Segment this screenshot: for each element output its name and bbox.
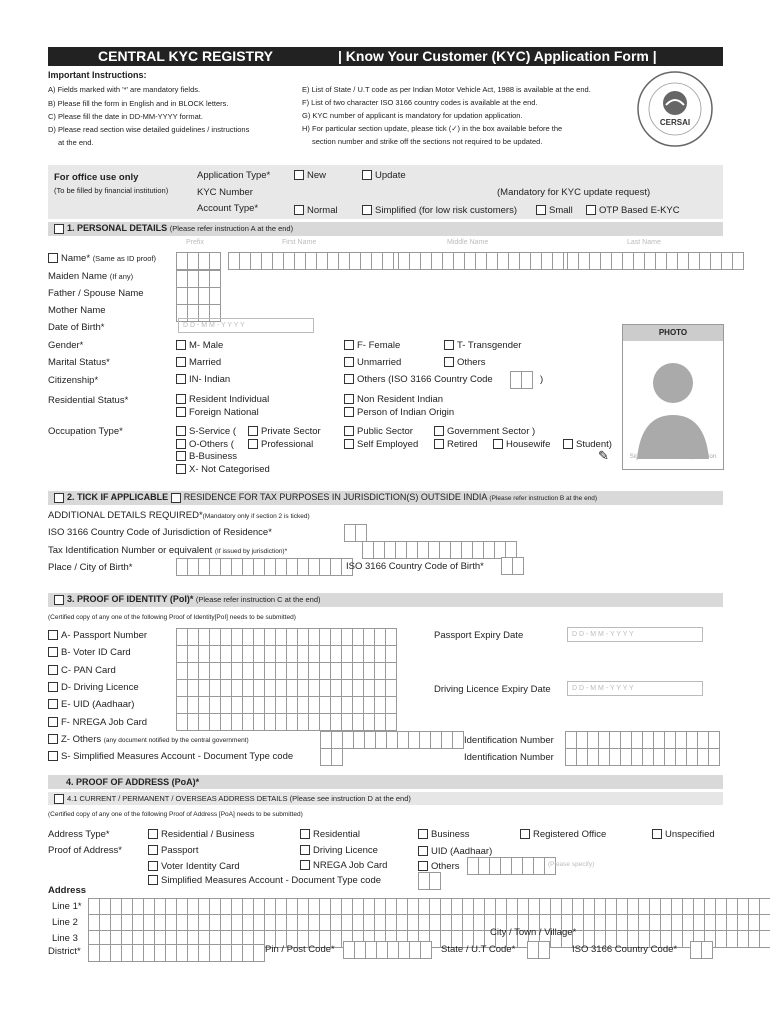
poa-passport-checkbox[interactable] <box>148 845 158 855</box>
dl-expiry-boxes[interactable]: D D - M M - Y Y Y Y <box>567 681 703 696</box>
line3-label: Line 3 <box>52 933 78 944</box>
char-box[interactable] <box>209 252 221 270</box>
nrega-checkbox[interactable] <box>48 717 58 727</box>
char-box[interactable] <box>209 287 221 305</box>
char-box[interactable] <box>253 944 265 962</box>
poa-others-boxes[interactable] <box>467 857 555 875</box>
dob-boxes[interactable]: D D - M M - Y Y Y Y <box>178 318 314 333</box>
district-label: District* <box>48 946 81 957</box>
addr-registered[interactable]: Registered Office <box>520 829 606 840</box>
acct-otp[interactable]: OTP Based E-KYC <box>586 205 680 216</box>
pin-label: Pin / Post Code* <box>265 944 335 955</box>
name-label: Name* (Same as ID proof) <box>48 253 156 264</box>
addr-res-business-checkbox[interactable] <box>148 829 158 839</box>
residential-label: Residential Status* <box>48 395 129 406</box>
section3-checkbox[interactable] <box>54 595 64 605</box>
col-prefix: Prefix <box>186 239 204 246</box>
poa-others-checkbox[interactable] <box>418 861 428 871</box>
iso-birth-label: ISO 3166 Country Code of Birth* <box>346 561 484 572</box>
char-box[interactable] <box>355 524 367 542</box>
char-box[interactable] <box>385 628 397 646</box>
poi-nrega[interactable]: F- NREGA Job Card <box>48 717 147 728</box>
name-last-boxes[interactable] <box>567 252 743 270</box>
city-label: City / Town / Village* <box>490 927 577 938</box>
place-of-birth-boxes[interactable] <box>176 558 352 576</box>
char-box[interactable] <box>209 270 221 288</box>
passport-expiry-boxes[interactable]: D D - M M - Y Y Y Y <box>567 627 703 642</box>
acct-normal[interactable]: Normal <box>294 205 338 216</box>
instruction-d: D) Please read section wise detailed guidelines / instructions <box>48 125 250 134</box>
kyc-note: (Mandatory for KYC update request) <box>497 187 651 198</box>
driving-boxes[interactable] <box>176 679 396 697</box>
new-checkbox[interactable] <box>294 170 304 180</box>
gender-label: Gender* <box>48 340 84 351</box>
poa-simplified-checkbox[interactable] <box>148 875 158 885</box>
svg-text:CERSAI: CERSAI <box>659 118 691 127</box>
char-box[interactable] <box>512 557 524 575</box>
poa-simplified-boxes[interactable] <box>418 872 440 890</box>
passport-boxes[interactable] <box>176 628 396 646</box>
poi-others-boxes[interactable] <box>320 731 463 749</box>
maiden-prefix-boxes[interactable] <box>176 270 220 288</box>
instructions-heading: Important Instructions: <box>48 70 147 80</box>
pan-boxes[interactable] <box>176 662 396 680</box>
ident2-label: Identification Number <box>464 752 554 763</box>
col-first-name: First Name <box>282 239 317 246</box>
pin-boxes[interactable] <box>343 941 431 959</box>
gender-female[interactable]: F- Female <box>344 340 400 351</box>
section2-title[interactable]: 2. TICK IF APPLICABLE RESIDENCE FOR TAX PURPOSES IN JURISDICTION(S) OUTSIDE INDIA (Please refer instruction B at the end) <box>54 492 597 503</box>
update-checkbox[interactable] <box>362 170 372 180</box>
poa-certified: (Certified copy of any one of the following Proof of Address [PoA] needs to be submitted) <box>48 811 303 818</box>
char-box[interactable] <box>331 748 343 766</box>
iso-jurisdiction-boxes[interactable] <box>344 524 366 542</box>
res-resident[interactable]: Resident Individual <box>176 394 269 405</box>
occ-self-employed[interactable]: Self Employed <box>344 439 418 450</box>
poi-certified: (Certified copy of any one of the following Proof of Identity[PoI] needs to be submitted) <box>48 614 296 621</box>
char-box[interactable] <box>701 941 713 959</box>
occ-not-categorised[interactable]: X- Not Categorised <box>176 464 270 475</box>
instruction-c: C) Please fill the date in DD-MM-YYYY format. <box>48 112 203 121</box>
iso-jurisdiction-label: ISO 3166 Country Code of Jurisdiction of Residence* <box>48 527 272 538</box>
addr-business-checkbox[interactable] <box>418 829 428 839</box>
father-label: Father / Spouse Name <box>48 288 144 299</box>
poa-simplified[interactable]: Simplified Measures Account - Document Type code <box>148 875 381 886</box>
voter-checkbox[interactable] <box>48 647 58 657</box>
poa-driving-checkbox[interactable] <box>300 845 310 855</box>
district-boxes[interactable] <box>88 944 264 962</box>
occ-retired[interactable]: Retired <box>434 439 478 450</box>
ident1-label: Identification Number <box>464 735 554 746</box>
gender-male[interactable]: M- Male <box>176 340 223 351</box>
char-box[interactable] <box>732 252 744 270</box>
office-heading: For office use only <box>54 172 139 183</box>
nri-checkbox[interactable] <box>344 394 354 404</box>
section2-residence-checkbox[interactable] <box>171 493 181 503</box>
poa-voter[interactable]: Voter Identity Card <box>148 861 240 872</box>
ident2-boxes[interactable] <box>565 748 719 766</box>
occupation-label: Occupation Type* <box>48 426 123 437</box>
silhouette-icon <box>623 341 723 469</box>
address-type-label: Address Type* <box>48 829 110 840</box>
addr-business[interactable]: Business <box>418 829 470 840</box>
line1-label: Line 1* <box>52 901 82 912</box>
poa-passport[interactable]: Passport <box>148 845 199 856</box>
occ-student[interactable]: Student) <box>563 439 612 450</box>
section3-title[interactable]: 3. PROOF OF IDENTITY (PoI)* (Please refer instruction C at the end) <box>54 594 321 605</box>
poa-nrega[interactable]: NREGA Job Card <box>300 860 387 871</box>
instruction-h-cont: section number and strike off the sections not required to be updated. <box>312 137 543 146</box>
name-middle-boxes[interactable] <box>398 252 574 270</box>
instruction-d-cont: at the end. <box>58 138 94 147</box>
char-box[interactable] <box>452 731 464 749</box>
addr-unspecified[interactable]: Unspecified <box>652 829 715 840</box>
uid-checkbox[interactable] <box>48 699 58 709</box>
acct-simplified[interactable]: Simplified (for low risk customers) <box>362 205 517 216</box>
state-boxes[interactable] <box>527 941 549 959</box>
private-checkbox[interactable] <box>248 426 258 436</box>
citizen-indian[interactable]: IN- Indian <box>176 374 230 385</box>
additional-details: ADDITIONAL DETAILS REQUIRED*(Mandatory only if section 2 is ticked) <box>48 510 310 521</box>
unmarried-checkbox[interactable] <box>344 357 354 367</box>
poi-passport[interactable]: A- Passport Number <box>48 630 147 641</box>
addr-res-business[interactable]: Residential / Business <box>148 829 254 840</box>
poa-label: Proof of Address* <box>48 845 122 856</box>
ident1-boxes[interactable] <box>565 731 719 749</box>
section4-title: 4. PROOF OF ADDRESS (PoA)* <box>66 777 200 787</box>
acct-small-checkbox[interactable] <box>536 205 546 215</box>
occ-business[interactable]: B-Business <box>176 451 237 462</box>
poa-others[interactable]: Others <box>418 861 460 872</box>
name-first-boxes[interactable] <box>228 252 404 270</box>
char-box[interactable] <box>538 941 550 959</box>
res-pio[interactable]: Person of Indian Origin <box>344 407 454 418</box>
addr-residential[interactable]: Residential <box>300 829 360 840</box>
title-right: | Know Your Customer (KYC) Application Form | Individual <box>338 48 657 83</box>
citizen-close-paren: ) <box>540 374 544 385</box>
self-employed-checkbox[interactable] <box>344 439 354 449</box>
citizen-iso-boxes[interactable] <box>510 371 532 389</box>
addr-registered-checkbox[interactable] <box>520 829 530 839</box>
nrega-boxes[interactable] <box>176 713 396 731</box>
father-prefix-boxes[interactable] <box>176 287 220 305</box>
acct-small[interactable]: Small <box>536 205 573 216</box>
line2-label: Line 2 <box>52 917 78 928</box>
marital-others[interactable]: Others <box>444 357 486 368</box>
instruction-e: E) List of State / U.T code as per Indian Motor Vehicle Act, 1988 is available at the end. <box>302 85 591 94</box>
housewife-checkbox[interactable] <box>493 439 503 449</box>
public-checkbox[interactable] <box>344 426 354 436</box>
poi-pan[interactable]: C- PAN Card <box>48 665 116 676</box>
char-box[interactable] <box>385 679 397 697</box>
office-sub: (To be filled by financial institution) <box>54 186 169 195</box>
section1-checkbox[interactable] <box>54 224 64 234</box>
char-box[interactable] <box>385 662 397 680</box>
iso-birth-boxes[interactable] <box>501 557 523 575</box>
dl-expiry-label: Driving Licence Expiry Date <box>434 684 551 695</box>
voter-boxes[interactable] <box>176 645 396 663</box>
photo-box[interactable] <box>622 324 724 470</box>
marital-unmarried[interactable]: Unmarried <box>344 357 401 368</box>
section2-checkbox[interactable] <box>54 493 64 503</box>
married-checkbox[interactable] <box>176 357 186 367</box>
place-of-birth-label: Place / City of Birth* <box>48 562 133 573</box>
poi-driving[interactable]: D- Driving Licence <box>48 682 139 693</box>
driving-checkbox[interactable] <box>48 682 58 692</box>
title-left: CENTRAL KYC REGISTRY <box>98 48 274 64</box>
occ-service[interactable]: S-Service ( <box>176 426 236 437</box>
char-box[interactable] <box>385 713 397 731</box>
acct-simplified-checkbox[interactable] <box>362 205 372 215</box>
signature-label: Signature / Thumb Impression <box>629 453 717 460</box>
account-type-label: Account Type* <box>197 203 259 214</box>
please-specify: (Please specify) <box>548 861 595 868</box>
marital-label: Marital Status* <box>48 357 110 368</box>
poi-simplified-boxes[interactable] <box>320 748 342 766</box>
acct-normal-checkbox[interactable] <box>294 205 304 215</box>
citizen-others-checkbox[interactable] <box>344 374 354 384</box>
uid-boxes[interactable] <box>176 696 396 714</box>
citizen-others[interactable]: Others (ISO 3166 Country Code <box>344 374 493 385</box>
pan-checkbox[interactable] <box>48 665 58 675</box>
maiden-label: Maiden Name (If any) <box>48 271 134 282</box>
addr-residential-checkbox[interactable] <box>300 829 310 839</box>
citizenship-label: Citizenship* <box>48 375 99 386</box>
char-box[interactable] <box>759 930 770 948</box>
professional-checkbox[interactable] <box>248 439 258 449</box>
female-checkbox[interactable] <box>344 340 354 350</box>
section41-title[interactable]: 4.1 CURRENT / PERMANENT / OVERSEAS ADDRESS DETAILS (Please see instruction D at the end) <box>54 794 411 804</box>
char-box[interactable] <box>420 941 432 959</box>
student-checkbox[interactable] <box>563 439 573 449</box>
dob-label: Date of Birth* <box>48 322 105 333</box>
gender-trans[interactable]: T- Transgender <box>444 340 521 351</box>
addr-unspecified-checkbox[interactable] <box>652 829 662 839</box>
state-label: State / U.T Code* <box>441 944 516 955</box>
section1-title[interactable]: 1. PERSONAL DETAILS (Please refer instruction A at the end) <box>54 223 293 234</box>
poa-driving[interactable]: Driving Licence <box>300 845 378 856</box>
passport-expiry-label: Passport Expiry Date <box>434 630 524 641</box>
occ-others[interactable]: O-Others ( <box>176 439 234 450</box>
instruction-a: A) Fields marked with '*' are mandatory fields. <box>48 85 201 94</box>
instruction-f: F) List of two character ISO 3166 country codes is available at the end. <box>302 98 538 107</box>
name-checkbox[interactable] <box>48 253 58 263</box>
col-last-name: Last Name <box>627 239 661 246</box>
poa-uid-checkbox[interactable] <box>418 846 428 856</box>
poa-voter-checkbox[interactable] <box>148 861 158 871</box>
iso-label: ISO 3166 Country Code* <box>572 944 678 955</box>
instruction-h: H) For particular section update, please tick (✓) in the box available before the <box>302 124 563 133</box>
foreign-checkbox[interactable] <box>176 407 186 417</box>
trans-checkbox[interactable] <box>444 340 454 350</box>
name-prefix-boxes[interactable] <box>176 252 220 270</box>
occ-public[interactable]: Public Sector <box>344 426 413 437</box>
tin-boxes[interactable] <box>362 541 516 559</box>
photo-heading: PHOTO <box>623 325 723 341</box>
poi-others[interactable]: Z- Others (any document notified by the central government) <box>48 734 249 745</box>
char-box[interactable] <box>708 748 720 766</box>
retired-checkbox[interactable] <box>434 439 444 449</box>
poi-others-checkbox[interactable] <box>48 734 58 744</box>
update-option[interactable]: Update <box>362 170 406 181</box>
indian-checkbox[interactable] <box>176 374 186 384</box>
pio-checkbox[interactable] <box>344 407 354 417</box>
instruction-g: G) KYC number of applicant is mandatory for updation application. <box>302 111 523 120</box>
char-box[interactable] <box>385 696 397 714</box>
instruction-b: B) Please fill the form in English and in BLOCK letters. <box>48 99 229 108</box>
res-foreign[interactable]: Foreign National <box>176 407 259 418</box>
marital-married[interactable]: Married <box>176 357 221 368</box>
poi-voter[interactable]: B- Voter ID Card <box>48 647 131 658</box>
service-checkbox[interactable] <box>176 426 186 436</box>
char-box[interactable] <box>708 731 720 749</box>
acct-otp-checkbox[interactable] <box>586 205 596 215</box>
section41-checkbox[interactable] <box>54 794 64 804</box>
not-categorised-checkbox[interactable] <box>176 464 186 474</box>
signature-pen-icon: ✎ <box>598 448 609 463</box>
resident-checkbox[interactable] <box>176 394 186 404</box>
col-middle-name: Middle Name <box>447 239 489 246</box>
occ-professional[interactable]: Professional <box>248 439 313 450</box>
business-checkbox[interactable] <box>176 451 186 461</box>
char-box[interactable] <box>385 645 397 663</box>
government-checkbox[interactable] <box>434 426 444 436</box>
poa-nrega-checkbox[interactable] <box>300 860 310 870</box>
male-checkbox[interactable] <box>176 340 186 350</box>
occ-others-checkbox[interactable] <box>176 439 186 449</box>
tin-label: Tax Identification Number or equivalent (If issued by jurisdiction)* <box>48 545 288 556</box>
char-box[interactable] <box>521 371 533 389</box>
occ-private[interactable]: Private Sector <box>248 426 321 437</box>
res-nri[interactable]: Non Resident Indian <box>344 394 443 405</box>
passport-checkbox[interactable] <box>48 630 58 640</box>
iso-boxes[interactable] <box>690 941 712 959</box>
kyc-number-label: KYC Number <box>197 187 253 198</box>
occ-housewife[interactable]: Housewife <box>493 439 550 450</box>
mother-label: Mother Name <box>48 305 106 316</box>
application-type-label: Application Type* <box>197 170 271 181</box>
cersai-seal-logo <box>636 70 714 148</box>
poi-uid[interactable]: E- UID (Aadhaar) <box>48 699 134 710</box>
char-box[interactable] <box>429 872 441 890</box>
poi-simplified-checkbox[interactable] <box>48 751 58 761</box>
occ-government[interactable]: Government Sector ) <box>434 426 535 437</box>
poi-simplified[interactable]: S- Simplified Measures Account - Document Type code <box>48 751 293 762</box>
poa-uid[interactable]: UID (Aadhaar) <box>418 846 492 857</box>
new-option[interactable]: New <box>294 170 326 181</box>
marital-others-checkbox[interactable] <box>444 357 454 367</box>
address-heading: Address <box>48 885 87 896</box>
